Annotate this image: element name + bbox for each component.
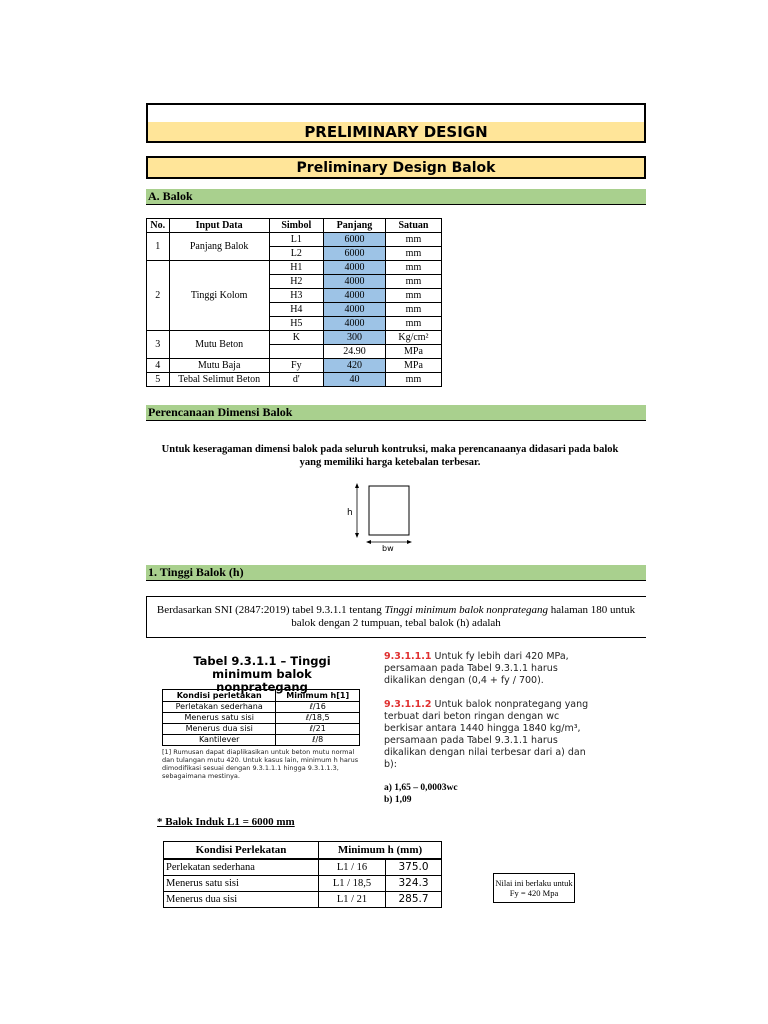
row-value[interactable]: 6000 [323, 233, 385, 247]
ref-p2-num: 9.3.1.1.2 [384, 699, 432, 710]
ref-col-kondisi: Kondisi perletakan [163, 690, 276, 702]
row-symbol [269, 345, 323, 359]
ref-row [163, 724, 360, 735]
induk-rumus: L1 / 21 [319, 892, 386, 908]
row-value[interactable]: 4000 [323, 317, 385, 331]
ref-minimum: ℓ/16 [276, 702, 360, 713]
row-value[interactable]: 4000 [323, 303, 385, 317]
bw-arrow-left [366, 540, 371, 544]
row-no: 3 [147, 331, 170, 359]
induk-row [164, 876, 442, 892]
section-a-balok: A. Balok [146, 189, 646, 205]
row-value[interactable]: 40 [323, 373, 385, 387]
sni-text-part1: Berdasarkan SNI (2847:2019) tabel 9.3.1.1 tentang [156, 604, 385, 616]
ref-row [163, 713, 360, 724]
section-tinggi-balok: 1. Tinggi Balok (h) [146, 565, 646, 581]
ref-p1-text: Untuk fy lebih dari 420 MPa, persamaan pada Tabel 9.3.1.1 harus dikalikan dengan (0,4 + fy / 700). [384, 651, 569, 686]
col-input: Input Data [169, 219, 269, 233]
ref-row [163, 735, 360, 746]
row-no: 5 [147, 373, 170, 387]
row-value[interactable]: 4000 [323, 289, 385, 303]
row-value[interactable]: 24.90 [323, 345, 385, 359]
input-row [147, 373, 442, 387]
h-arrow-bottom [355, 533, 359, 538]
row-symbol: L2 [269, 247, 323, 261]
bw-label: bw [382, 544, 394, 552]
perencanaan-text: Untuk keseragaman dimensi balok pada seluruh kontruksi, maka perencanaanya didasari pada balok yang memiliki harga ketebalan terbesar. [161, 444, 619, 468]
fy-note-box: Nilai ini berlaku untuk Fy = 420 Mpa [493, 873, 575, 903]
sni-text [150, 604, 642, 630]
section-perencanaan: Perencanaan Dimensi Balok [146, 405, 646, 421]
ref-option-b: b) 1,09 [384, 795, 412, 805]
row-unit: mm [385, 275, 441, 289]
row-unit: MPa [385, 345, 441, 359]
row-label: Tinggi Kolom [169, 261, 269, 331]
ref-paragraph-1 [384, 651, 589, 687]
beam-rect [369, 486, 409, 535]
ref-minimum: ℓ/21 [276, 724, 360, 735]
row-symbol: Fy [269, 359, 323, 373]
row-value[interactable]: 6000 [323, 247, 385, 261]
induk-kondisi: Perlekatan sederhana [164, 859, 319, 876]
row-symbol: H5 [269, 317, 323, 331]
induk-kondisi: Menerus dua sisi [164, 892, 319, 908]
row-unit: mm [385, 303, 441, 317]
row-value[interactable]: 4000 [323, 261, 385, 275]
input-row [147, 331, 442, 345]
row-label: Mutu Beton [169, 331, 269, 359]
col-panjang: Panjang [323, 219, 385, 233]
ref-p1-num: 9.3.1.1.1 [384, 651, 432, 662]
row-value[interactable]: 300 [323, 331, 385, 345]
row-no: 2 [147, 261, 170, 331]
row-value[interactable]: 4000 [323, 275, 385, 289]
row-symbol: H4 [269, 303, 323, 317]
beam-section-diagram [340, 478, 420, 552]
balok-induk-label: * Balok Induk L1 = 6000 mm [157, 816, 295, 828]
row-unit: mm [385, 261, 441, 275]
row-unit: Kg/cm² [385, 331, 441, 345]
h-label: h [347, 508, 353, 518]
input-row [147, 261, 442, 275]
input-row [147, 359, 442, 373]
ref-col-minimum: Minimum h[1] [276, 690, 360, 702]
ref-p2-text: Untuk balok nonprategang yang terbuat dari beton ringan dengan wc berkisar antara 1440 hingga 1840 kg/m³, persamaan pada Tabel 9.3.1.1 harus dikalikan dengan nilai terbesar dari a) dan b): [384, 699, 589, 770]
induk-row [164, 859, 442, 876]
row-symbol: d' [269, 373, 323, 387]
ref-kondisi: Menerus dua sisi [163, 724, 276, 735]
row-no: 4 [147, 359, 170, 373]
row-unit: mm [385, 317, 441, 331]
row-label: Tebal Selimut Beton [169, 373, 269, 387]
induk-nilai: 324.3 [386, 876, 442, 892]
induk-kondisi: Menerus satu sisi [164, 876, 319, 892]
ref-paragraph-2 [384, 699, 589, 771]
col-satuan: Satuan [385, 219, 441, 233]
induk-nilai: 285.7 [386, 892, 442, 908]
row-symbol: L1 [269, 233, 323, 247]
ref-kondisi: Kantilever [163, 735, 276, 746]
induk-col-minimum: Minimum h (mm) [319, 842, 442, 860]
ref-kondisi: Perletakan sederhana [163, 702, 276, 713]
h-arrow-top [355, 483, 359, 488]
ref-row [163, 702, 360, 713]
row-symbol: H2 [269, 275, 323, 289]
row-symbol: H3 [269, 289, 323, 303]
ref-option-a: a) 1,65 – 0,0003wc [384, 783, 458, 793]
row-unit: mm [385, 289, 441, 303]
row-no: 1 [147, 233, 170, 261]
ref-minimum: ℓ/18,5 [276, 713, 360, 724]
sni-text-part2: halaman 180 untuk balok dengan 2 tumpuan, tebal balok (h) adalah [291, 604, 636, 629]
input-data-table [146, 218, 442, 387]
induk-rumus: L1 / 18,5 [319, 876, 386, 892]
input-row [147, 233, 442, 247]
induk-rumus: L1 / 16 [319, 859, 386, 876]
row-unit: mm [385, 373, 441, 387]
bw-arrow-right [407, 540, 412, 544]
induk-nilai: 375.0 [386, 859, 442, 876]
row-unit: MPa [385, 359, 441, 373]
col-no: No. [147, 219, 170, 233]
row-unit: mm [385, 247, 441, 261]
row-unit: mm [385, 233, 441, 247]
top-empty-cell [146, 103, 646, 124]
ref-footnote: [1] Rumusan dapat diaplikasikan untuk beton mutu normal dan tulangan mutu 420. Untuk kasus lain, minimum h harus dimodifikasi sesuai dengan 9.3.1.1.1 hingga 9.3.1.1.3, sebagaimana mestinya. [162, 748, 359, 780]
row-symbol: H1 [269, 261, 323, 275]
induk-row [164, 892, 442, 908]
row-symbol: K [269, 331, 323, 345]
ref-title-line2: nonprategang [216, 680, 308, 694]
page-title: PRELIMINARY DESIGN [146, 122, 646, 143]
row-label: Panjang Balok [169, 233, 269, 261]
ref-kondisi: Menerus satu sisi [163, 713, 276, 724]
ref-title-line1: Tabel 9.3.1.1 – Tinggi minimum balok [193, 654, 331, 681]
row-label: Mutu Baja [169, 359, 269, 373]
col-simbol: Simbol [269, 219, 323, 233]
ref-table [162, 689, 360, 746]
ref-minimum: ℓ/8 [276, 735, 360, 746]
sni-text-italic: Tinggi minimum balok nonprategang [384, 604, 548, 616]
induk-col-kondisi: Kondisi Perlekatan [164, 842, 319, 860]
page-subtitle: Preliminary Design Balok [146, 156, 646, 179]
balok-induk-table [163, 841, 442, 908]
row-value[interactable]: 420 [323, 359, 385, 373]
